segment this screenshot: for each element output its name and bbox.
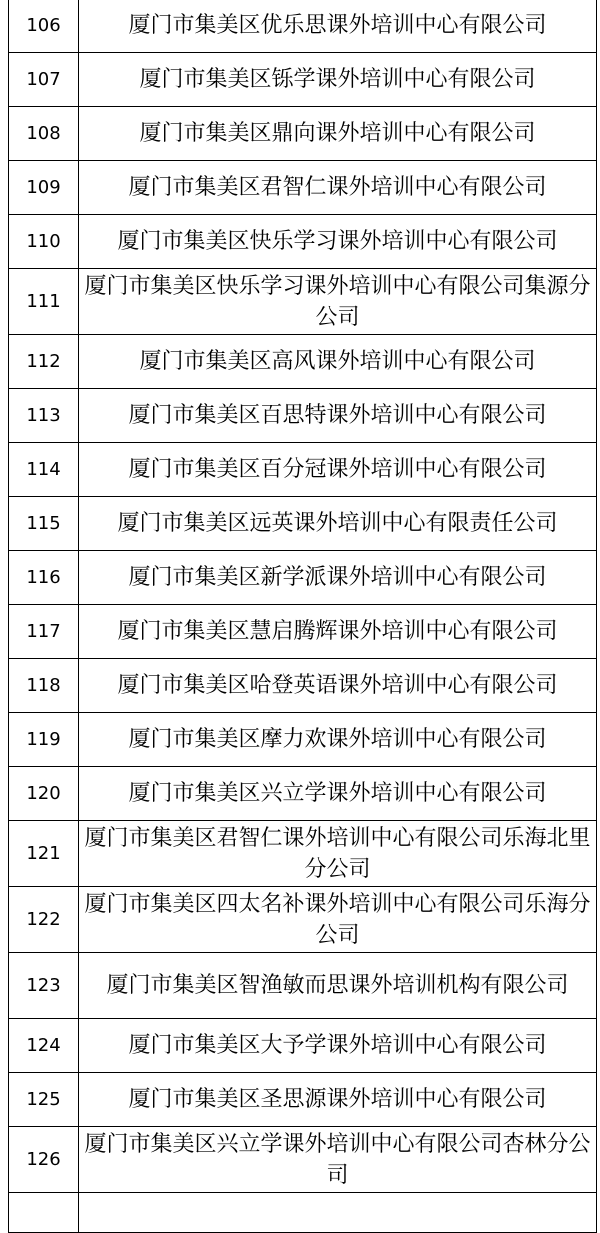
row-number [9, 1193, 79, 1233]
table-row [9, 953, 597, 1019]
table-row [9, 713, 597, 767]
table-row [9, 821, 597, 887]
table-row [9, 1193, 597, 1233]
company-name: 厦门市集美区哈登英语课外培训中心有限公司 [79, 659, 597, 713]
row-number: 120 [9, 767, 79, 821]
company-name: 厦门市集美区铄学课外培训中心有限公司 [79, 53, 597, 107]
company-name: 厦门市集美区君智仁课外培训中心有限公司乐海北里分公司 [79, 821, 597, 887]
company-list-table [8, 0, 597, 1233]
table-row [9, 269, 597, 335]
row-number: 125 [9, 1073, 79, 1127]
company-name: 厦门市集美区鼎向课外培训中心有限公司 [79, 107, 597, 161]
row-number: 123 [9, 953, 79, 1019]
table-row [9, 497, 597, 551]
company-name: 厦门市集美区智渔敏而思课外培训机构有限公司 [79, 953, 597, 1019]
row-number: 115 [9, 497, 79, 551]
company-name: 厦门市集美区快乐学习课外培训中心有限公司集源分公司 [79, 269, 597, 335]
row-number: 113 [9, 389, 79, 443]
row-number: 110 [9, 215, 79, 269]
row-number: 108 [9, 107, 79, 161]
table-row [9, 605, 597, 659]
row-number: 112 [9, 335, 79, 389]
table-row [9, 1019, 597, 1073]
company-name: 厦门市集美区大予学课外培训中心有限公司 [79, 1019, 597, 1073]
row-number: 117 [9, 605, 79, 659]
table-row [9, 767, 597, 821]
table-row [9, 161, 597, 215]
company-name: 厦门市集美区摩力欢课外培训中心有限公司 [79, 713, 597, 767]
row-number: 124 [9, 1019, 79, 1073]
table-row [9, 389, 597, 443]
row-number: 114 [9, 443, 79, 497]
row-number: 126 [9, 1127, 79, 1193]
table-row [9, 0, 597, 53]
row-number: 119 [9, 713, 79, 767]
company-name: 厦门市集美区新学派课外培训中心有限公司 [79, 551, 597, 605]
row-number: 122 [9, 887, 79, 953]
table-row [9, 107, 597, 161]
company-name: 厦门市集美区百思特课外培训中心有限公司 [79, 389, 597, 443]
row-number: 116 [9, 551, 79, 605]
table-row [9, 1073, 597, 1127]
table-row [9, 659, 597, 713]
company-name: 厦门市集美区兴立学课外培训中心有限公司杏林分公司 [79, 1127, 597, 1193]
table-row [9, 443, 597, 497]
row-number: 109 [9, 161, 79, 215]
company-name: 厦门市集美区优乐思课外培训中心有限公司 [79, 0, 597, 53]
row-number: 107 [9, 53, 79, 107]
row-number: 121 [9, 821, 79, 887]
table-row [9, 335, 597, 389]
table-row [9, 53, 597, 107]
row-number: 106 [9, 0, 79, 53]
company-name: 厦门市集美区快乐学习课外培训中心有限公司 [79, 215, 597, 269]
company-name: 厦门市集美区四太名补课外培训中心有限公司乐海分公司 [79, 887, 597, 953]
company-name: 厦门市集美区高风课外培训中心有限公司 [79, 335, 597, 389]
row-number: 118 [9, 659, 79, 713]
row-number: 111 [9, 269, 79, 335]
table-row [9, 1127, 597, 1193]
company-name: 厦门市集美区百分冠课外培训中心有限公司 [79, 443, 597, 497]
company-name: 厦门市集美区君智仁课外培训中心有限公司 [79, 161, 597, 215]
company-name: 厦门市集美区圣思源课外培训中心有限公司 [79, 1073, 597, 1127]
company-name [79, 1193, 597, 1233]
company-name: 厦门市集美区兴立学课外培训中心有限公司 [79, 767, 597, 821]
table-row [9, 215, 597, 269]
company-name: 厦门市集美区慧启腾辉课外培训中心有限公司 [79, 605, 597, 659]
table-row [9, 887, 597, 953]
company-name: 厦门市集美区远英课外培训中心有限责任公司 [79, 497, 597, 551]
table-row [9, 551, 597, 605]
